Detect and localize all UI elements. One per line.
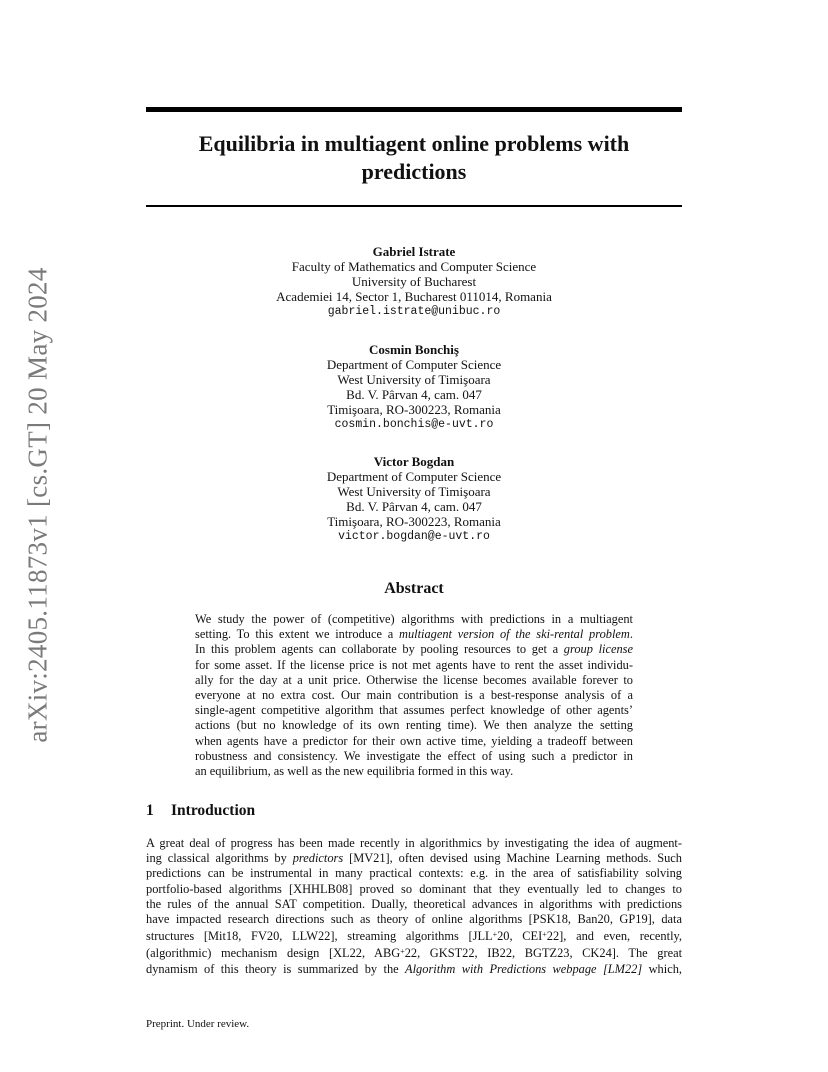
abstract-line: We study the power of (competitive) algorithms with predictions in a multiagent [195,612,633,626]
title-bottom-rule [146,205,682,207]
abstract-line: for some asset. If the license price is not met agents have to rent the asset individu- [195,657,633,672]
intro-line: structures [Mit18, FV20, LLW22], streaming algorithms [JLL+20, CEI+22], and even, recently, [146,929,683,944]
author-address: Bd. V. Pârvan 4, cam. 047 [346,499,482,514]
arxiv-stamp [18,245,58,765]
author-affiliation: Department of Computer Science [326,357,502,372]
introduction-body [146,836,682,977]
author-affiliation: University of Bucharest [351,274,477,289]
paper-title [146,130,682,186]
author-address: Academiei 14, Sector 1, Bucharest 011014, Romania [276,289,552,304]
author-affiliation: Department of Computer Science [326,469,502,484]
section-heading-introduction [146,802,255,820]
abstract-line: everyone at no extra cost. Our main contribution is a best-response analysis of a [195,688,633,703]
abstract-line: actions (but no knowledge of its own renting time). We then analyze the setting [195,718,633,733]
abstract-line: setting. To this extent we introduce a multiagent version of the ski-rental problem. [195,627,633,642]
author-affiliation: West University of Timişoara [337,484,491,499]
section-title: Introduction [171,802,256,819]
author-name: Victor Bogdan [373,454,455,469]
abstract-line: an equilibrium, as well as the new equilibria formed in this way. [195,764,514,779]
author-affiliation: Faculty of Mathematics and Computer Science [291,259,537,274]
author-block-3 [146,454,682,544]
author-block-2 [146,342,682,432]
title-line-1: Equilibria in multiagent online problems with [198,131,630,156]
abstract-line: ally for the day at a unit price. Otherwise the license becomes available forever to [195,672,633,687]
author-address: Timişoara, RO-300223, Romania [327,402,501,417]
abstract-body [195,612,633,779]
author-email[interactable]: cosmin.bonchis@e-uvt.ro [334,418,494,431]
author-name: Gabriel Istrate [372,244,456,259]
intro-line: dynamism of this theory is summarized by the Algorithm with Predictions webpage [LM22] which, [146,961,682,976]
footer-note: Preprint. Under review. [146,1018,250,1030]
title-line-2: predictions [361,159,467,184]
author-affiliation: West University of Timişoara [337,372,491,387]
author-name: Cosmin Bonchiş [369,342,459,357]
title-top-rule [146,107,682,112]
intro-line: ing classical algorithms by predictors [MV21], often devised using Machine Learning methods. Such [146,851,682,866]
intro-line: the rules of the annual SAT competition. Dually, theoretical advances in algorithms with predictions [146,896,682,911]
author-block-1 [146,244,682,319]
intro-line: predictions can be instrumental in many practical contexts: e.g. in the area of satisfiability solving [146,866,682,881]
author-address: Bd. V. Pârvan 4, cam. 047 [346,387,482,402]
author-email[interactable]: gabriel.istrate@unibuc.ro [327,305,501,318]
section-number: 1 [146,802,154,819]
abstract-line: In this problem agents can collaborate by pooling resources to get a group license [195,642,633,657]
arxiv-identifier: arXiv:2405.11873v1 [cs.GT] 20 May 2024 [22,267,53,743]
author-address: Timişoara, RO-300223, Romania [327,514,501,529]
abstract-line: robustness and consistency. We investigate the effect of using such a predictor in [195,748,633,763]
intro-line: have impacted research directions such as theory of online algorithms [PSK18, Ban20, GP19], data [146,912,682,927]
intro-line: portfolio-based algorithms [XHHLB08] proved so dominant that they eventually led to changes to [146,881,682,896]
abstract-heading: Abstract [384,580,444,597]
abstract-line: single-agent competitive algorithm that assumes perfect knowledge of other agents’ [195,703,633,718]
abstract-line: when agents have a predictor for their own active time, yielding a tradeoff between [195,733,633,748]
author-email[interactable]: victor.bogdan@e-uvt.ro [338,530,490,543]
intro-line: (algorithmic) mechanism design [XL22, ABG+22, GKST22, IB22, BGTZ23, CK24]. The great [146,946,683,961]
intro-line: A great deal of progress has been made recently in algorithmics by investigating the idea of augment- [146,836,682,850]
